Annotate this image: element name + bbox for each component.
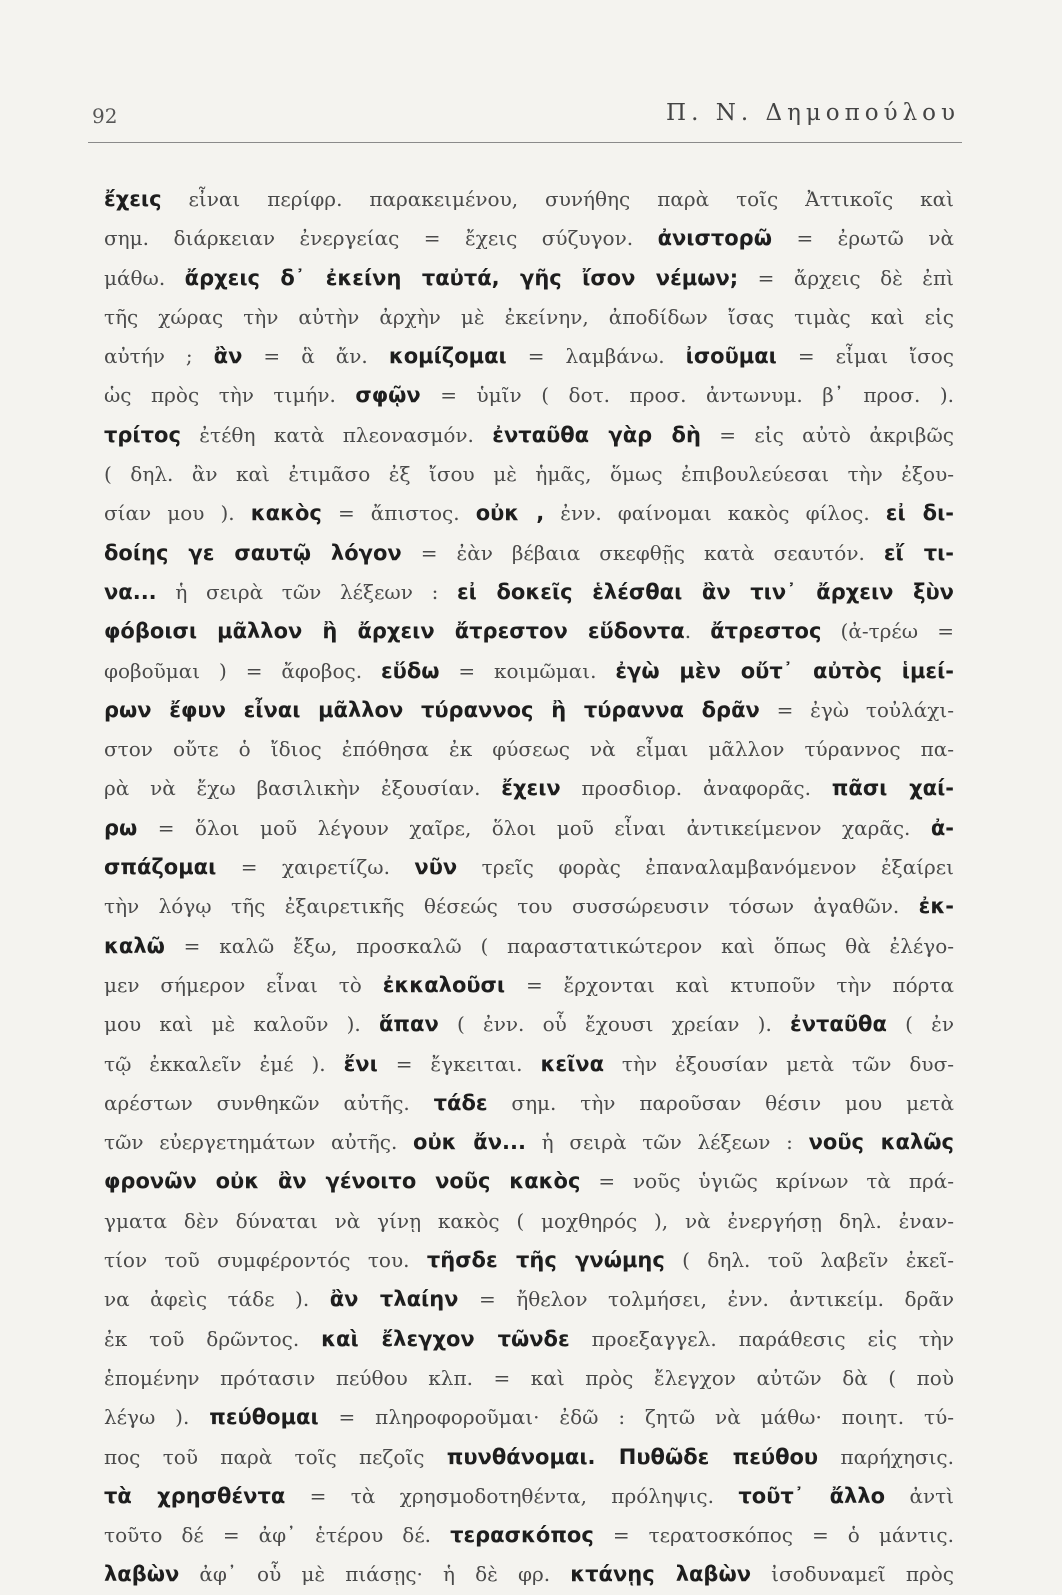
gloss-text: να ἀφεὶς τάδε ). [104, 1287, 330, 1312]
gloss-text: τῆς χώρας τὴν αὐτὴν ἀρχὴν μὲ ἐκείνην, ἀποδίδων ἴσας τιμὰς καὶ εἰς [104, 304, 954, 329]
text-line [104, 416, 954, 455]
lemma-term: οὐκ ἄν... [413, 1130, 526, 1155]
gloss-text: τὴν λόγῳ τῆς ἐξαιρετικῆς θέσεώς του συσσώρευσιν τόσων ἀγαθῶν. [104, 894, 919, 919]
lemma-term: εἴ τι- [883, 540, 954, 565]
lemma-term: τρίτος [104, 422, 181, 447]
lemma-term: ρω [104, 815, 138, 840]
gloss-text: αρέστων συνθηκῶν αὐτῆς. [104, 1090, 434, 1115]
text-line [104, 1045, 954, 1084]
text-line [104, 612, 954, 651]
lemma-term: εἰ δι- [885, 501, 954, 526]
gloss-text: (ἀ-τρέω = [821, 619, 954, 644]
gloss-text: εἶναι περίφρ. παρακειμένου, συνήθης παρὰ τοῖς Ἀττικοῖς καὶ [161, 187, 954, 211]
lemma-term: εἰ δοκεῖς ἑλέσθαι ἂν τιν᾽ ἄρχειν ξὺν [456, 579, 954, 604]
gloss-text: τῶν εὐεργετημάτων αὐτῆς. [104, 1130, 414, 1155]
lemma-term: σφῷν [355, 383, 421, 408]
gloss-text: = ἐρωτῶ νὰ [771, 226, 954, 251]
gloss-text: σίαν μου ). [104, 501, 251, 526]
lemma-term: ἐνταῦθα γὰρ δὴ [492, 422, 701, 447]
gloss-text: = πληροφοροῦμαι· ἐδῶ : ζητῶ νὰ μάθω· ποιητ. τύ- [318, 1405, 954, 1430]
text-line [104, 534, 954, 573]
gloss-text: λέγω ). [104, 1405, 210, 1430]
header-rule [88, 142, 962, 143]
text-line [104, 1398, 954, 1437]
lemma-term: ἐκκαλοῦσι [382, 972, 506, 997]
text-line [104, 180, 954, 219]
gloss-text: προεξαγγελ. παράθεσις εἰς τὴν [569, 1326, 954, 1351]
lemma-term: εὕδω [380, 658, 440, 683]
gloss-text: = ἃ ἄν. [242, 344, 389, 369]
text-line [104, 494, 954, 533]
gloss-text: γματα δὲν δύναται νὰ γίνῃ κακὸς ( μοχθηρός ), νὰ ἐνεργήσῃ δηλ. ἐναν- [104, 1208, 954, 1233]
gloss-text: ( ἐνν. οὗ ἔχουσι χρείαν ). [438, 1012, 791, 1037]
lemma-term: δοίης γε σαυτῷ λόγον [104, 540, 402, 565]
lemma-term: νῦν [414, 855, 458, 880]
gloss-text: φοβοῦμαι ) = ἄφοβος. [104, 658, 381, 683]
gloss-text: ἡ σειρὰ τῶν λέξεων : [156, 579, 457, 604]
text-line [104, 1516, 954, 1555]
gloss-text: . [684, 619, 711, 644]
lemma-term: ἐγὼ μὲν οὔτ᾽ αὐτὸς ἱμεί- [615, 658, 954, 683]
gloss-text: προσδιορ. ἀναφορᾶς. [560, 776, 832, 801]
lemma-term: καὶ ἔλεγχον τῶνδε [321, 1326, 570, 1351]
lemma-term: νοῦς καλῶς [808, 1130, 954, 1155]
gloss-text: ἑπομένην πρότασιν πεύθου κλπ. = καὶ πρὸς ἔλεγχον αὐτῶν δὰ ( ποὺ [104, 1365, 954, 1390]
gloss-text: ἀφ᾽ οὗ μὲ πιάσῃς· ἡ δὲ φρ. [179, 1562, 571, 1587]
gloss-text: ὡς πρὸς τὴν τιμήν. [104, 383, 356, 408]
lemma-term: ἅπαν [378, 1012, 439, 1037]
text-line [104, 848, 954, 887]
gloss-text: ἡ σειρὰ τῶν λέξεων : [525, 1130, 809, 1155]
gloss-text: ἐνν. φαίνομαι κακὸς φίλος. [544, 501, 886, 526]
lemma-term: κτάνῃς λαβὼν [570, 1562, 752, 1587]
text-line [104, 455, 954, 494]
text-line [104, 376, 954, 415]
lemma-term: ἀ- [930, 815, 954, 840]
gloss-text: = τερατοσκόπος = ὁ μάντις. [593, 1523, 954, 1548]
gloss-text: ἀντὶ [885, 1483, 954, 1508]
lemma-term: ἔχειν [501, 776, 561, 801]
lemma-term: σπάζομαι [104, 855, 217, 880]
lemma-term: τερασκόπος [450, 1523, 594, 1548]
text-line [104, 1202, 954, 1241]
running-head: Π. Ν. Δημοπούλου [666, 100, 960, 126]
gloss-text: πος τοῦ παρὰ τοῖς πεζοῖς [104, 1444, 447, 1469]
gloss-text: τὴν ἐξουσίαν μετὰ τῶν δυσ- [604, 1051, 954, 1076]
lemma-term: καλῶ [104, 933, 165, 958]
lemma-term: ἰσοῦμαι [685, 344, 777, 369]
lemma-term: λαβὼν [104, 1562, 180, 1587]
gloss-text: τίον τοῦ συμφέροντός του. [104, 1248, 427, 1273]
gloss-text: σημ. διάρκειαν ἐνεργείας = ἔχεις σύζυγον. [104, 226, 658, 251]
gloss-text: = εἰς αὐτὸ ἀκριβῶς [700, 422, 954, 447]
page-header [92, 98, 960, 132]
lemma-term: ἄρχεις δ᾽ ἐκείνη ταὐτά, γῆς ἴσον νέμων; [184, 265, 739, 290]
text-line [104, 730, 954, 769]
text-line [104, 1005, 954, 1044]
lemma-term: ἔνι [343, 1051, 378, 1076]
gloss-text: = ἄπιστος. [321, 501, 476, 526]
lemma-term: ἐνταῦθα [790, 1012, 887, 1037]
text-line [104, 769, 954, 808]
gloss-text: τοῦτο δέ = ἀφ᾽ ἑτέρου δέ. [104, 1523, 451, 1548]
gloss-text: μάθω. [104, 265, 185, 290]
lemma-term: πεύθομαι [209, 1405, 319, 1430]
gloss-text: = ὅλοι μοῦ λέγουν χαῖρε, ὅλοι μοῦ εἶναι ἀντικείμενον χαρᾶς. [137, 815, 931, 840]
text-line [104, 1280, 954, 1319]
text-line [104, 219, 954, 258]
lemma-term: ἄτρεστος [710, 619, 822, 644]
gloss-text: = ἄρχεις δὲ ἐπὶ [738, 265, 954, 290]
text-line [104, 1438, 954, 1477]
lemma-term: να... [104, 579, 157, 604]
lemma-term: τάδε [433, 1090, 488, 1115]
gloss-text: μεν σήμερον εἶναι τὸ [104, 972, 383, 997]
gloss-text: ( δηλ. ἂν καὶ ἐτιμᾶσο ἐξ ἴσου μὲ ἡμᾶς, ὅμως ἐπιβουλεύεσαι τὴν ἐξου- [104, 462, 954, 487]
lemma-term: οὐκ , [475, 501, 545, 526]
gloss-text: σημ. τὴν παροῦσαν θέσιν μου μετὰ [487, 1090, 954, 1115]
gloss-text: = χαιρετίζω. [216, 855, 415, 880]
text-line [104, 652, 954, 691]
gloss-text: τῷ ἐκκαλεῖν ἐμέ ). [104, 1051, 344, 1076]
gloss-text: ( ἐν [886, 1012, 954, 1037]
lemma-term: ρων ἔφυν εἶναι μᾶλλον τύραννος ἢ τύραννα δρᾶν [104, 697, 760, 722]
text-line [104, 1359, 954, 1398]
gloss-text: ἐκ τοῦ δρῶντος. [104, 1326, 322, 1351]
text-line [104, 1084, 954, 1123]
text-line [104, 887, 954, 926]
page-number: 92 [92, 104, 118, 128]
lemma-term: φόβοισι μᾶλλον ἢ ἄρχειν ἄτρεστον εὕδοντα [104, 619, 685, 644]
commentary-text [104, 180, 954, 1595]
lemma-term: κακὸς [250, 501, 322, 526]
text-line [104, 298, 954, 337]
gloss-text: ( δηλ. τοῦ λαβεῖν ἐκεῖ- [664, 1248, 954, 1273]
gloss-text: = εἶμαι ἴσος [776, 344, 954, 369]
lemma-term: ἂν τλαίην [329, 1287, 459, 1312]
gloss-text: = ὑμῖν ( δοτ. προσ. ἀντωνυμ. β᾽ προσ. ). [420, 383, 954, 408]
gloss-text: = λαμβάνω. [506, 344, 686, 369]
text-line [104, 1123, 954, 1162]
gloss-text: = νοῦς ὑγιῶς κρίνων τὰ πρά- [580, 1169, 954, 1194]
gloss-text: στον οὔτε ὁ ἴδιος ἐπόθησα ἐκ φύσεως νὰ εἶμαι μᾶλλον τύραννος πα- [104, 737, 954, 762]
text-line [104, 337, 954, 376]
gloss-text: = τὰ χρησμοδοτηθέντα, πρόληψις. [285, 1483, 739, 1508]
lemma-term: πᾶσι χαί- [831, 776, 954, 801]
lemma-term: ἂν [213, 344, 243, 369]
lemma-term: τῆσδε τῆς γνώμης [426, 1248, 665, 1273]
text-line [104, 691, 954, 730]
gloss-text: παρήχησις. [818, 1444, 954, 1469]
text-line [104, 1162, 954, 1201]
gloss-text: τρεῖς φορὰς ἐπαναλαμβανόμενον ἐξαίρει [457, 855, 954, 880]
gloss-text: ἰσοδυναμεῖ πρὸς [751, 1562, 954, 1587]
text-line [104, 1320, 954, 1359]
gloss-text: ρὰ νὰ ἔχω βασιλικὴν ἐξουσίαν. [104, 776, 502, 801]
gloss-text: αὐτήν ; [104, 344, 214, 369]
text-line [104, 809, 954, 848]
text-line [104, 1241, 954, 1280]
gloss-text: = ἤθελον τολμήσει, ἐνν. ἀντικείμ. δρᾶν [458, 1287, 954, 1312]
gloss-text: = ἐὰν βέβαια σκεφθῇς κατὰ σεαυτόν. [401, 540, 884, 565]
text-line [104, 1477, 954, 1516]
text-line [104, 1555, 954, 1594]
text-line [104, 966, 954, 1005]
lemma-term: κομίζομαι [388, 344, 507, 369]
gloss-text: = ἔρχονται καὶ κτυποῦν τὴν πόρτα [505, 972, 954, 997]
lemma-term: κεῖνα [540, 1051, 604, 1076]
lemma-term: φρονῶν οὐκ ἂν γένοιτο νοῦς κακὸς [104, 1169, 581, 1194]
lemma-term: ἔχεις [104, 187, 162, 211]
gloss-text: μου καὶ μὲ καλοῦν ). [104, 1012, 379, 1037]
text-line [104, 259, 954, 298]
lemma-term: ἀνιστορῶ [657, 226, 772, 251]
lemma-term: τοῦτ᾽ ἄλλο [738, 1483, 886, 1508]
gloss-text: = καλῶ ἔξω, προσκαλῶ ( παραστατικώτερον καὶ ὅπως θὰ ἐλέγο- [164, 933, 954, 958]
gloss-text: = κοιμῶμαι. [439, 658, 616, 683]
lemma-term: ἐκ- [918, 894, 954, 919]
gloss-text: = ἔγκειται. [377, 1051, 541, 1076]
lemma-term: τὰ χρησθέντα [104, 1483, 286, 1508]
gloss-text: ἐτέθη κατὰ πλεονασμόν. [180, 422, 493, 447]
text-line [104, 573, 954, 612]
gloss-text: = ἐγὼ τοὐλάχι- [759, 697, 954, 722]
text-line [104, 927, 954, 966]
lemma-term: πυνθάνομαι. Πυθῶδε πεύθου [446, 1444, 819, 1469]
